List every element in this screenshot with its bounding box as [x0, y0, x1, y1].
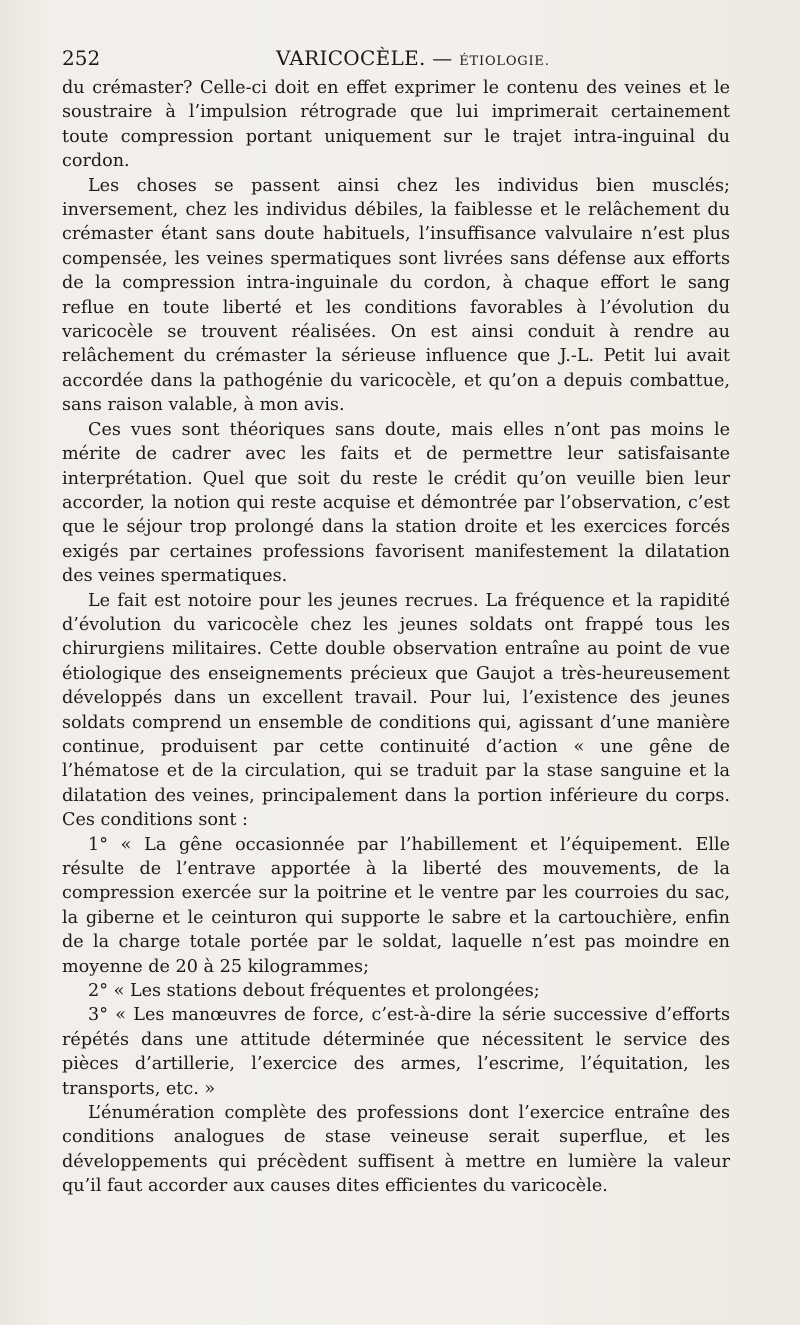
paragraph: Ces vues sont théoriques sans doute, mais elles n’ont pas moins le mérite de cadrer avec les faits et de permettre leur satisfaisante interprétation. Quel que soit du reste le crédit qu’on veuille bien leur accorder, la notion qui reste acquise et démontrée par l’observation, c’est que le séjour trop prolongé dans la station droite et les exercices forcés exigés par certaines professions favorisent manifestement la dilatation des veines spermatiques.: [62, 419, 730, 587]
title-separator: —: [425, 46, 460, 70]
list-item-1: 1° « La gêne occasionnée par l’habillement et l’équipement. Elle résulte de l’entrave apportée à la liberté des mouvements, de la compression exercée sur la poitrine et le ventre par les courroies du sac, la giberne et le ceinturon qui supporte le sabre et la cartouchière, enfin de la charge totale portée par le soldat, laquelle n’est pas moindre en moyenne de 20 à 25 kilogrammes;: [62, 834, 730, 977]
running-head: [276, 46, 550, 70]
list-item-3: 3° « Les manœuvres de force, c’est-à-dire la série successive d’efforts répétés dans une attitude déterminée que nécessitent le service des pièces d’artillerie, l’exercice des armes, l’escrime, l’équitation, les transports, etc. »: [62, 1005, 730, 1099]
section-name: ÉTIOLOGIE.: [459, 54, 550, 69]
paragraph: Les choses se passent ainsi chez les individus bien musclés; inversement, chez les individus débiles, la faiblesse et le relâchement du crémaster étant sans doute habituels, l’insuffisance valvulaire n’est plus compensée, les veines spermatiques sont livrées sans défense aux efforts de la compression intra-inguinale du cordon, à chaque effort le sang reflue en toute liberté et les conditions favorables à l’évolution du varicocèle se trouvent réalisées. On est ainsi conduit à rendre au relâchement du crémaster la sérieuse influence que J.-L. Petit lui avait accordée dans la pathogénie du varicocèle, et qu’on a depuis combattue, sans raison valable, à mon avis.: [62, 175, 730, 416]
running-title: VARICOCÈLE.: [276, 46, 426, 70]
paragraph: Le fait est notoire pour les jeunes recrues. La fréquence et la rapidité d’évolution du varicocèle chez les jeunes soldats ont frappé tous les chirurgiens militaires. Cette double observation entraîne au point de vue étiologique des enseignements précieux que Gaujot a très-heureusement développés dans un excellent travail. Pour lui, l’existence des jeunes soldats comprend un ensemble de conditions qui, agissant d’une manière continue, produisent par cette continuité d’action « une gêne de l’hématose et de la circulation, qui se traduit par la stase sanguine et la dilatation des veines, principalement dans la portion inférieure du corps. Ces conditions sont :: [62, 590, 730, 831]
body-text: [62, 76, 730, 1199]
page-number: 252: [62, 46, 101, 70]
page-header: [62, 42, 730, 76]
paragraph: L’énumération complète des professions dont l’exercice entraîne des conditions analogues de stase veineuse serait superflue, et les développements qui précèdent suffisent à mettre en lumière la valeur qu’il faut accorder aux causes dites efficientes du varicocèle.: [62, 1103, 730, 1197]
paragraph-continued: du crémaster? Celle-ci doit en effet exprimer le contenu des veines et le soustraire à l’impulsion rétrograde que lui imprimerait certainement toute compression portant uniquement sur le trajet intra-inguinal du cordon.: [62, 78, 730, 172]
list-item-2: 2° « Les stations debout fréquentes et prolongées;: [88, 981, 540, 1002]
